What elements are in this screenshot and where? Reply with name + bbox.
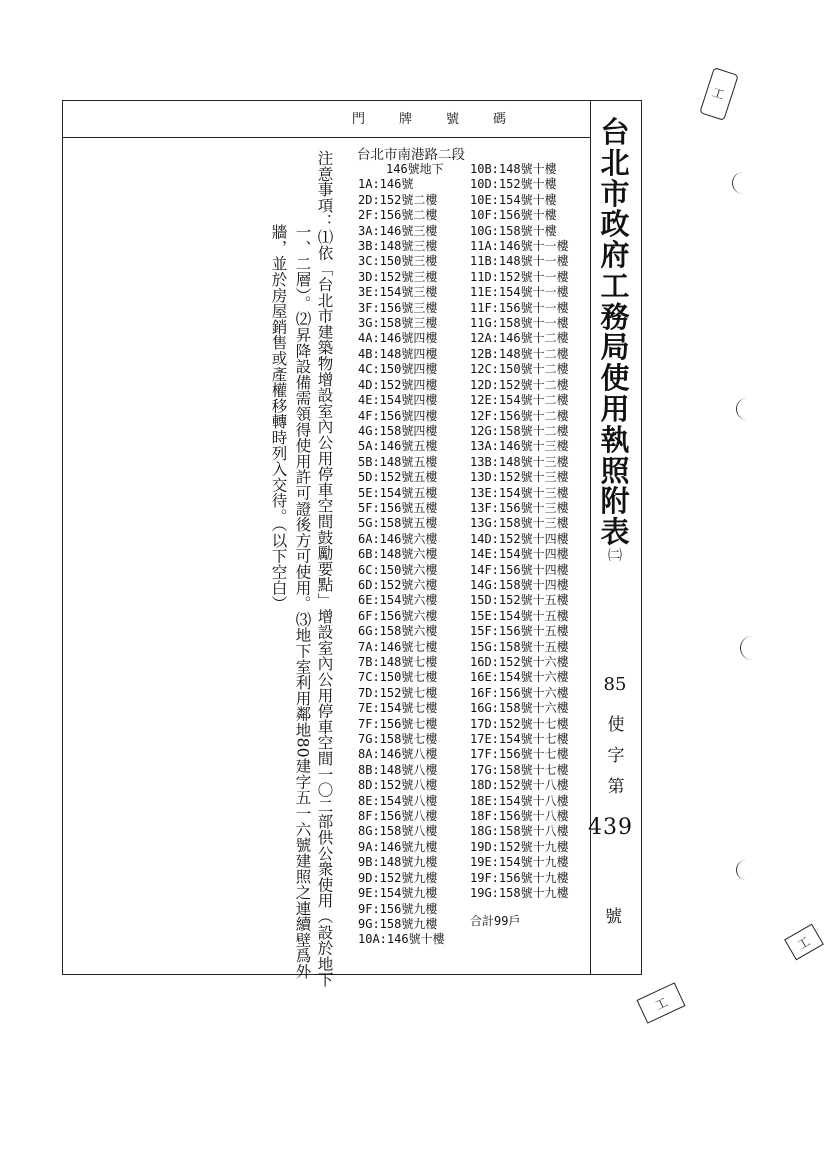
unit-entry: 10D:152號十樓 xyxy=(470,177,557,192)
unit-entry: 12G:158號十二樓 xyxy=(470,423,569,438)
unit-entry: 11D:152號十一樓 xyxy=(470,269,569,284)
unit-entry: 5G:158號五樓 xyxy=(358,516,438,531)
license-hao: 號 xyxy=(605,907,622,927)
unit-entry: 5A:146號五樓 xyxy=(358,439,438,454)
title-char: 使 xyxy=(600,361,630,396)
unit-entry: 19G:158號十九樓 xyxy=(470,886,569,901)
unit-entry: 16G:158號十六樓 xyxy=(470,701,569,716)
unit-entry: 4C:150號四樓 xyxy=(358,362,438,377)
unit-entry: 5B:148號五樓 xyxy=(358,454,438,469)
street-address: 台北市南港路二段 xyxy=(357,147,465,163)
document-title xyxy=(595,115,635,564)
unit-entry: 7D:152號七樓 xyxy=(358,685,438,700)
unit-entry: 3C:150號三樓 xyxy=(358,254,438,269)
unit-entry: 17D:152號十七樓 xyxy=(470,716,569,731)
unit-entry: 17G:158號十七樓 xyxy=(470,762,569,777)
unit-entry: 6C:150號六樓 xyxy=(358,562,438,577)
unit-entry: 12A:146號十二樓 xyxy=(470,331,569,346)
unit-total: 合計99戶 xyxy=(470,914,521,928)
unit-entry: 18F:156號十八樓 xyxy=(470,809,569,824)
title-char: 附 xyxy=(600,484,630,519)
unit-entry: 3F:156號三樓 xyxy=(358,300,438,315)
unit-entry: 4D:152號四樓 xyxy=(358,377,438,392)
unit-entry: 18D:152號十八樓 xyxy=(470,778,569,793)
unit-entry: 9F:156號九樓 xyxy=(358,901,438,916)
unit-entry: 5D:152號五樓 xyxy=(358,470,438,485)
unit-entry: 1A:146號 xyxy=(358,177,414,192)
unit-entry: 3A:146號三樓 xyxy=(358,223,438,238)
title-char: 北 xyxy=(600,145,630,180)
unit-entry: 16D:152號十六樓 xyxy=(470,655,569,669)
unit-entry: 8F:156號八樓 xyxy=(358,809,438,824)
stamp-mark-right xyxy=(784,924,824,961)
unit-list-right xyxy=(470,162,569,902)
binding-mark xyxy=(732,172,747,194)
unit-entry: 9B:148號九樓 xyxy=(358,855,438,870)
use-char: 字 xyxy=(607,746,625,766)
unit-entry: 7E:154號七樓 xyxy=(358,701,438,716)
unit-entry: 7B:148號七樓 xyxy=(358,655,438,669)
unit-entry: 8A:146號八樓 xyxy=(358,747,438,762)
stamp-text: 工 xyxy=(653,995,670,1013)
unit-entry: 12D:152號十二樓 xyxy=(470,377,569,392)
license-year: 85 xyxy=(603,674,627,695)
title-char: 台 xyxy=(600,115,630,149)
unit-entry: 8G:158號八樓 xyxy=(358,824,438,839)
unit-entry: 5F:156號五樓 xyxy=(358,500,438,515)
unit-entry: 6A:146號六樓 xyxy=(358,531,438,546)
unit-entry: 19D:152號十九樓 xyxy=(470,839,569,854)
unit-entry: 19E:154號十九樓 xyxy=(470,855,569,870)
unit-entry: 18E:154號十八樓 xyxy=(470,793,569,808)
unit-entry: 17F:156號十七樓 xyxy=(470,747,569,762)
use-char: 第 xyxy=(607,777,625,797)
unit-entry: 14D:152號十四樓 xyxy=(470,531,569,546)
title-char: 表 xyxy=(600,515,630,550)
unit-entry: 2D:152號二樓 xyxy=(358,192,438,207)
unit-entry: 9A:146號九樓 xyxy=(358,839,438,854)
unit-entry: 3D:152號三樓 xyxy=(358,269,438,284)
unit-entry: 15E:154號十五樓 xyxy=(470,608,569,623)
unit-entry: 7F:156號七樓 xyxy=(358,716,438,731)
unit-entry: 8E:154號八樓 xyxy=(358,793,438,808)
unit-entry: 11E:154號十一樓 xyxy=(470,285,569,300)
title-suffix: ㈡ xyxy=(608,547,622,564)
unit-entry: 16F:156號十六樓 xyxy=(470,685,569,700)
unit-entry: 17E:154號十七樓 xyxy=(470,732,569,747)
stamp-mark-top xyxy=(699,67,739,121)
unit-entry: 15F:156號十五樓 xyxy=(470,624,569,639)
title-char: 務 xyxy=(600,299,630,334)
title-char: 府 xyxy=(600,238,630,273)
license-use-chars xyxy=(603,710,629,797)
title-char: 照 xyxy=(600,453,630,488)
unit-entry: 13B:148號十三樓 xyxy=(470,454,569,469)
stamp-mark-bottom xyxy=(636,982,685,1023)
unit-entry: 11F:156號十一樓 xyxy=(470,300,569,315)
unit-entry: 9D:152號九樓 xyxy=(358,870,438,885)
unit-entry: 19F:156號十九樓 xyxy=(470,870,569,885)
note-line-3: 牆，並於房屋銷售或產權移轉時列入交待。（以下空白） xyxy=(269,224,288,612)
unit-entry: 11B:148號十一樓 xyxy=(470,254,569,269)
unit-entry: 12F:156號十二樓 xyxy=(470,408,569,423)
unit-entry: 13E:154號十三樓 xyxy=(470,485,569,500)
unit-entry: 6B:148號六樓 xyxy=(358,547,438,562)
unit-entry: 9G:158號九樓 xyxy=(358,916,438,931)
title-char: 局 xyxy=(600,330,630,365)
license-number: 439 xyxy=(588,815,633,840)
unit-entry: 16E:154號十六樓 xyxy=(470,670,569,685)
binding-mark xyxy=(736,860,747,880)
unit-entry: 7A:146號七樓 xyxy=(358,639,438,654)
unit-entry: 5E:154號五樓 xyxy=(358,485,438,500)
column-divider xyxy=(590,100,591,975)
unit-entry: 14E:154號十四樓 xyxy=(470,547,569,562)
unit-entry: 10A:146號十樓 xyxy=(358,932,445,947)
unit-entry: 7G:158號七樓 xyxy=(358,732,438,747)
unit-entry: 7C:150號七樓 xyxy=(358,670,438,685)
unit-entry: 13G:158號十三樓 xyxy=(470,516,569,531)
unit-entry: 4A:146號四樓 xyxy=(358,331,438,346)
unit-entry: 15D:152號十五樓 xyxy=(470,593,569,608)
use-char: 使 xyxy=(607,715,625,735)
header-divider xyxy=(62,137,590,138)
unit-entry: 14G:158號十四樓 xyxy=(470,577,569,592)
unit-entry: 12B:148號十二樓 xyxy=(470,346,569,361)
binding-mark xyxy=(740,636,753,660)
stamp-text: 工 xyxy=(710,85,726,103)
stamp-text: 工 xyxy=(794,934,813,953)
unit-entry: 4B:148號四樓 xyxy=(358,346,438,361)
door-number-header: 門牌號碼 xyxy=(351,112,540,127)
unit-entry: 14F:156號十四樓 xyxy=(470,562,569,577)
unit-entry: 8D:152號八樓 xyxy=(358,778,438,793)
unit-entry: 10F:156號十樓 xyxy=(470,208,557,223)
unit-entry: 10B:148號十樓 xyxy=(470,162,557,176)
unit-entry: 12E:154號十二樓 xyxy=(470,393,569,408)
unit-entry: 6F:156號六樓 xyxy=(358,608,438,623)
unit-entry: 13A:146號十三樓 xyxy=(470,439,569,454)
title-char: 執 xyxy=(600,422,630,457)
unit-entry: 10G:158號十樓 xyxy=(470,223,557,238)
unit-entry: 2F:156號二樓 xyxy=(358,208,438,223)
unit-entry: 18G:158號十八樓 xyxy=(470,824,569,839)
unit-entry: 4E:154號四樓 xyxy=(358,393,438,408)
unit-entry: 12C:150號十二樓 xyxy=(470,362,569,377)
note-line-2: 一、二層）。⑵昇降設備需領得使用許可證後方可使用。⑶地下室利用鄰地80建字五一六號建照之連續壁爲外 xyxy=(293,224,312,980)
title-char: 政 xyxy=(600,207,630,242)
unit-entry: 4G:158號四樓 xyxy=(358,423,438,438)
title-char: 用 xyxy=(600,392,630,427)
unit-entry: 3G:158號三樓 xyxy=(358,316,438,331)
unit-entry: 13D:152號十三樓 xyxy=(470,470,569,485)
unit-entry: 13F:156號十三樓 xyxy=(470,500,569,515)
binding-mark xyxy=(736,398,749,420)
unit-entry: 6G:158號六樓 xyxy=(358,624,438,639)
unit-entry: 6D:152號六樓 xyxy=(358,577,438,592)
unit-entry: 4F:156號四樓 xyxy=(358,408,438,423)
unit-entry: 3B:148號三樓 xyxy=(358,239,438,254)
unit-entry: 8B:148號八樓 xyxy=(358,762,438,777)
title-char: 市 xyxy=(600,176,630,211)
unit-entry: 6E:154號六樓 xyxy=(358,593,438,608)
title-char: 工 xyxy=(600,268,630,303)
unit-entry: 3E:154號三樓 xyxy=(358,285,438,300)
unit-entry: 9E:154號九樓 xyxy=(358,886,438,901)
unit-entry: 15G:158號十五樓 xyxy=(470,639,569,654)
note-line-1: 注意事項：⑴依「台北市建築物增設室內公用停車空間鼓勵要點」增設室內公用停車空間一〇二部供公衆使用（設於地下 xyxy=(315,150,334,988)
unit-entry: 10E:154號十樓 xyxy=(470,192,557,207)
unit-entry: 11A:146號十一樓 xyxy=(470,239,569,254)
unit-entry: 11G:158號十一樓 xyxy=(470,316,569,331)
unit-list-left xyxy=(358,162,445,948)
unit-entry: 146號地下 xyxy=(386,162,444,176)
